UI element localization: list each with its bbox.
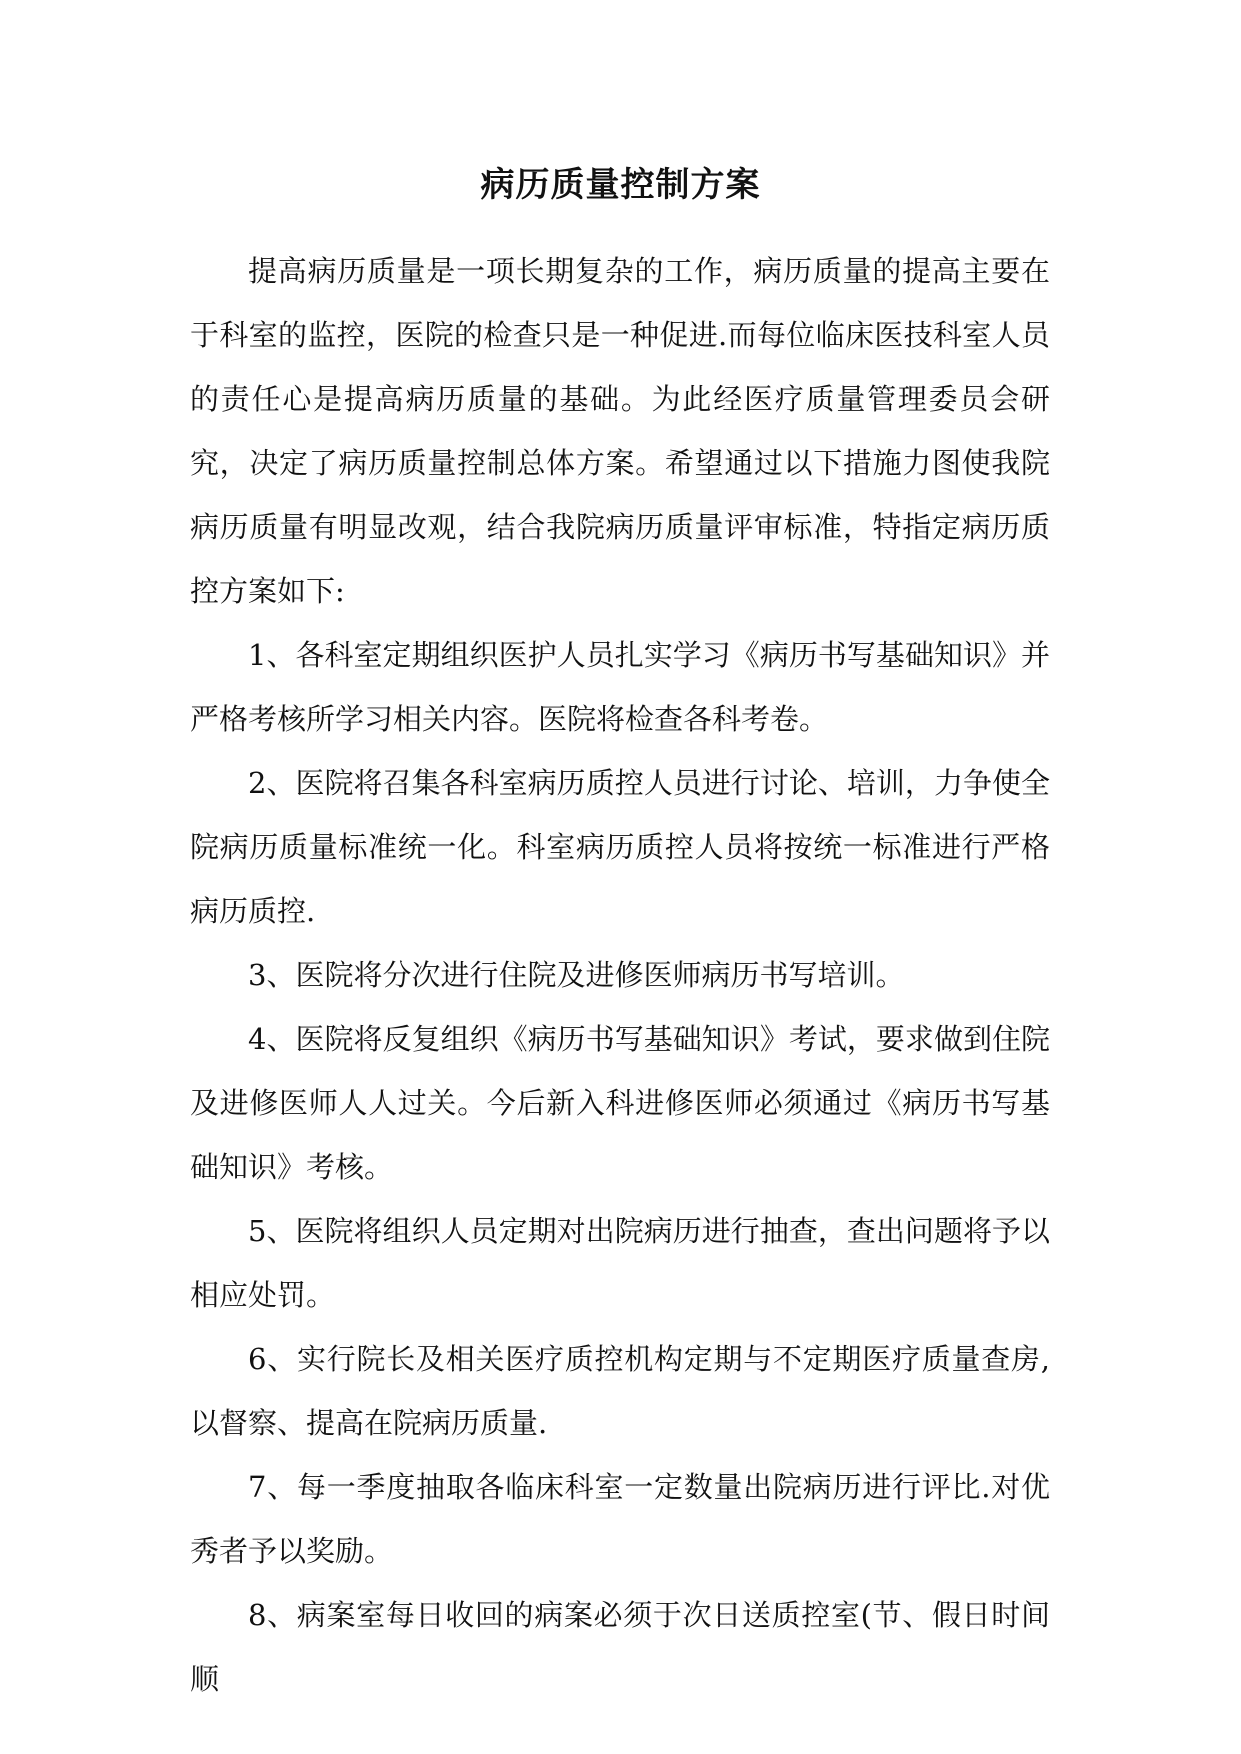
item-6-paragraph: 6、实行院长及相关医疗质控机构定期与不定期医疗质量查房,以督察、提高在院病历质量. bbox=[190, 1342, 1050, 1440]
intro-paragraph: 提高病历质量是一项长期复杂的工作，病历质量的提高主要在于科室的监控，医院的检查只是一种促进.而每位临床医技科室人员的责任心是提高病历质量的基础。为此经医疗质量管理委员会研究，决定了病历质量控制总体方案。希望通过以下措施力图使我院病历质量有明显改观，结合我院病历质量评审标准，特指定病历质控方案如下: bbox=[190, 254, 1050, 608]
item-3-paragraph: 3、医院将分次进行住院及进修医师病历书写培训。 bbox=[248, 958, 905, 992]
item-1-paragraph: 1、各科室定期组织医护人员扎实学习《病历书写基础知识》并严格考核所学习相关内容。医院将检查各科考卷。 bbox=[190, 638, 1050, 736]
item-4-paragraph: 4、医院将反复组织《病历书写基础知识》考试，要求做到住院及进修医师人人过关。今后新入科进修医师必须通过《病历书写基础知识》考核。 bbox=[190, 1022, 1050, 1184]
item-8-paragraph: 8、病案室每日收回的病案必须于次日送质控室(节、假日时间顺 bbox=[190, 1598, 1050, 1696]
item-2-paragraph: 2、医院将召集各科室病历质控人员进行讨论、培训，力争使全院病历质量标准统一化。科室病历质控人员将按统一标准进行严格病历质控. bbox=[190, 766, 1050, 928]
item-5-paragraph: 5、医院将组织人员定期对出院病历进行抽查，查出问题将予以相应处罚。 bbox=[190, 1214, 1050, 1312]
item-7-paragraph: 7、每一季度抽取各临床科室一定数量出院病历进行评比.对优秀者予以奖励。 bbox=[190, 1470, 1050, 1568]
document-body bbox=[190, 239, 1050, 1711]
document-title: 病历质量控制方案 bbox=[480, 165, 761, 205]
